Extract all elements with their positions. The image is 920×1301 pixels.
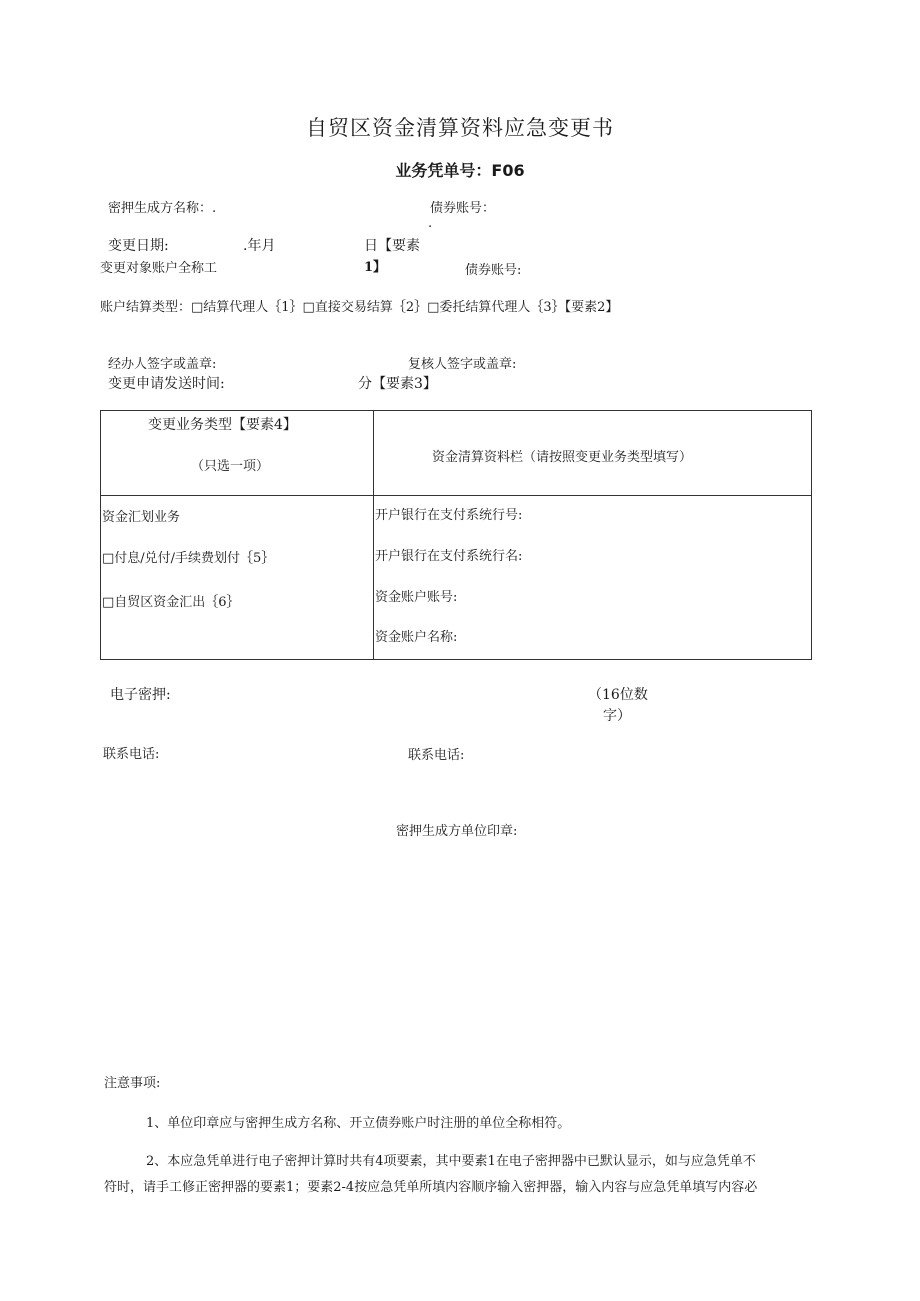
account-name-field[interactable]: 资金账户名称: bbox=[375, 630, 458, 645]
generator-name-label: 密押生成方名称：. bbox=[108, 201, 217, 216]
sixteen-digits-note-cont: 字） bbox=[603, 708, 631, 724]
sixteen-digits-note: （16位数 bbox=[588, 687, 648, 703]
option-ftz-remittance-checkbox[interactable]: □自贸区资金汇出｛6｝ bbox=[102, 595, 240, 610]
clearing-info-table bbox=[100, 410, 812, 660]
year-month-label: .年月 bbox=[243, 238, 276, 254]
document-title: 自贸区资金清算资料应急变更书 bbox=[306, 116, 614, 140]
bond-account-label-2: 债券账号: bbox=[465, 263, 522, 278]
settlement-type-line: 账户结算类型：□结算代理人｛1｝□直接交易结算｛2｝□委托结算代理人｛3｝【要素2】 bbox=[100, 300, 619, 315]
business-options-cell bbox=[101, 496, 374, 660]
fund-transfer-business: 资金汇划业务 bbox=[102, 510, 181, 525]
business-type-header-cell bbox=[101, 411, 374, 496]
e-seal-label: 电子密押: bbox=[110, 687, 171, 703]
handler-signature-label: 经办人签字或盖章: bbox=[108, 357, 217, 372]
note-item-2-line-2: 符时，请手工修正密押器的要素1；要素2-4按应急凭单所填内容顺序输入密押器，输入内容与应急凭单填写内容必 bbox=[104, 1180, 758, 1195]
phone-label-2: 联系电话: bbox=[408, 748, 465, 763]
clearing-data-header: 资金清算资料栏（请按照变更业务类型填写） bbox=[432, 450, 693, 465]
bank-name-field[interactable]: 开户银行在支付系统行名: bbox=[375, 549, 523, 564]
clearing-data-header-cell bbox=[374, 411, 812, 496]
clearing-fields-cell bbox=[374, 496, 812, 660]
reviewer-signature-label: 复核人签字或盖章: bbox=[408, 357, 517, 372]
send-time-label: 变更申请发送时间: bbox=[108, 376, 225, 392]
account-number-field[interactable]: 资金账户账号: bbox=[375, 590, 458, 605]
single-choice-note: （只选一项） bbox=[191, 459, 270, 474]
bond-account-dot: . bbox=[428, 216, 433, 231]
element-1-label: 1】 bbox=[364, 260, 387, 275]
change-date-label: 变更日期: bbox=[108, 238, 169, 254]
note-item-1: 1、单位印章应与密押生成方名称、开立债券账户时注册的单位全称相符。 bbox=[146, 1116, 571, 1131]
phone-label-1: 联系电话: bbox=[103, 747, 160, 762]
business-type-header: 变更业务类型【要素4】 bbox=[148, 417, 297, 433]
note-item-2-line-1: 2、本应急凭单进行电子密押计算时共有4项要素，其中要素1在电子密押器中已默认显示，如与应急凭单不 bbox=[146, 1154, 756, 1169]
account-fullname-label: 变更对象账户全称工 bbox=[100, 261, 218, 276]
day-element-label: 日【要素 bbox=[364, 238, 420, 254]
bank-number-field[interactable]: 开户银行在支付系统行号: bbox=[375, 508, 523, 523]
option-interest-payment-checkbox[interactable]: □付息/兑付/手续费划付｛5｝ bbox=[102, 551, 275, 566]
unit-seal-label: 密押生成方单位印章: bbox=[396, 824, 518, 839]
notes-heading: 注意事项: bbox=[104, 1076, 161, 1091]
voucher-number: 业务凭单号：F06 bbox=[395, 161, 525, 180]
bond-account-label-1: 债券账号： bbox=[430, 201, 496, 216]
minute-element-label: 分【要素3】 bbox=[358, 376, 437, 392]
